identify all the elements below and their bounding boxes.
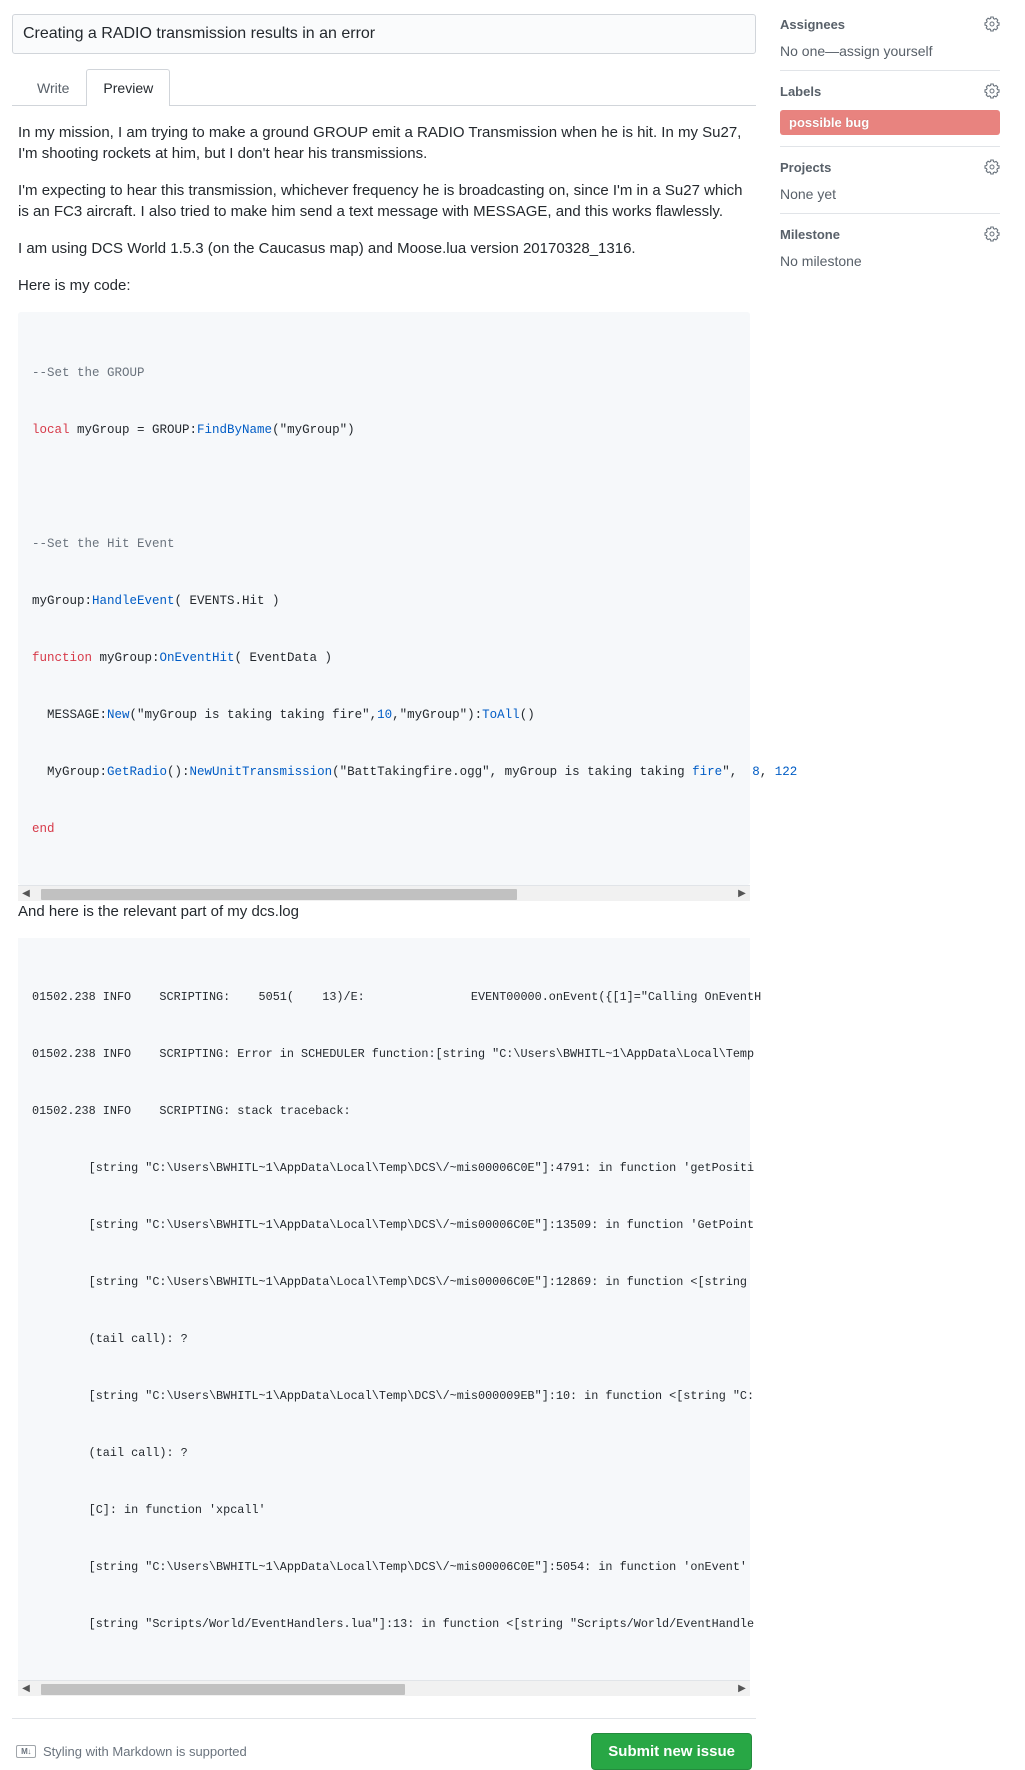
log-line: [string "Scripts/World/EventHandlers.lua"]:13: in function <[string "Scripts/World/EventHandle	[32, 1617, 755, 1631]
scroll-right-icon[interactable]: ▶	[738, 887, 746, 899]
code-line-5: myGroup:HandleEvent( EVENTS.Hit )	[32, 594, 280, 608]
sidebar-section-projects	[780, 159, 1000, 214]
code-line-1: --Set the GROUP	[32, 366, 145, 380]
code-line-9: end	[32, 822, 55, 836]
sidebar-section-milestone	[780, 226, 1000, 280]
markdown-note-label: Styling with Markdown is supported	[43, 1744, 247, 1759]
log-line: [string "C:\Users\BWHITL~1\AppData\Local\Temp\DCS\/~mis000009EB"]:10: in function <[string "C:	[32, 1389, 755, 1403]
tab-write[interactable]: Write	[37, 80, 70, 96]
gear-icon[interactable]	[984, 226, 1000, 242]
issue-title-input[interactable]	[12, 14, 756, 54]
gear-icon[interactable]	[984, 159, 1000, 175]
editor-tabs	[12, 68, 756, 106]
log-intro-text: And here is the relevant part of my dcs.log	[18, 903, 299, 920]
submit-new-issue-button[interactable]: Submit new issue	[591, 1733, 752, 1770]
markdown-icon: M↓	[16, 1745, 36, 1758]
lua-code-block	[18, 312, 798, 885]
code-horizontal-scrollbar[interactable]	[18, 885, 750, 901]
gear-icon[interactable]	[984, 16, 1000, 32]
code-block-container	[18, 312, 798, 901]
preview-paragraph-3: I am using DCS World 1.5.3 (on the Caucasus map) and Moose.lua version 20170328_1316.	[18, 240, 636, 257]
milestone-empty-text: No milestone	[780, 253, 862, 269]
projects-header	[780, 159, 1000, 175]
sidebar-section-labels	[780, 83, 1000, 147]
assignees-title: Assignees	[780, 16, 846, 32]
log-line: 01502.238 INFO SCRIPTING: 5051( 13)/E: EVENT00000.onEvent({[1]="Calling OnEventH	[32, 990, 762, 1004]
projects-title: Projects	[780, 159, 832, 175]
milestone-title: Milestone	[780, 226, 840, 242]
tab-preview[interactable]: Preview	[86, 69, 170, 106]
code-scroll-thumb[interactable]	[41, 889, 517, 900]
labels-header	[780, 83, 1000, 99]
code-line-7: MESSAGE:New("myGroup is taking taking fire",10,"myGroup"):ToAll()	[32, 708, 535, 722]
code-line-2: local myGroup = GROUP:FindByName("myGroup")	[32, 423, 355, 437]
scroll-left-icon[interactable]: ◀	[22, 1682, 30, 1694]
code-scroll-track[interactable]	[34, 888, 734, 900]
assignees-empty-text[interactable]: No one—assign yourself	[780, 43, 933, 59]
log-line: 01502.238 INFO SCRIPTING: stack traceback:	[32, 1104, 351, 1118]
log-line: [string "C:\Users\BWHITL~1\AppData\Local\Temp\DCS\/~mis00006C0E"]:4791: in function 'getPositi	[32, 1161, 755, 1175]
log-block-container	[18, 938, 762, 1696]
preview-paragraph-4: Here is my code:	[18, 277, 131, 294]
markdown-support-note	[16, 1744, 247, 1759]
code-line-6: function myGroup:OnEventHit( EventData )	[32, 651, 333, 665]
log-line: [C]: in function 'xpcall'	[32, 1503, 266, 1517]
code-line-8: MyGroup:GetRadio():NewUnitTransmission("BattTakingfire.ogg", myGroup is taking taking fire", 8, 122	[32, 765, 798, 779]
scroll-right-icon[interactable]: ▶	[738, 1682, 746, 1694]
log-line: (tail call): ?	[32, 1446, 188, 1460]
preview-paragraph-2: I'm expecting to hear this transmission, whichever frequency he is broadcasting on, since I'm in a Su27 which is an FC3 aircraft. I also tried to make him send a text message with MESSAGE, and this works flawlessly.	[18, 182, 743, 220]
dcs-log-block	[18, 938, 762, 1680]
log-line: [string "C:\Users\BWHITL~1\AppData\Local\Temp\DCS\/~mis00006C0E"]:12869: in function <[string	[32, 1275, 755, 1289]
log-horizontal-scrollbar[interactable]	[18, 1680, 750, 1696]
log-scroll-track[interactable]	[34, 1683, 734, 1695]
gear-icon[interactable]	[984, 83, 1000, 99]
scroll-left-icon[interactable]: ◀	[22, 887, 30, 899]
form-footer	[12, 1718, 756, 1770]
log-scroll-thumb[interactable]	[41, 1684, 405, 1695]
milestone-header	[780, 226, 1000, 242]
projects-empty-text: None yet	[780, 186, 837, 202]
log-line: (tail call): ?	[32, 1332, 188, 1346]
issue-sidebar	[770, 0, 1016, 292]
label-possible-bug[interactable]: possible bug	[780, 110, 1000, 135]
log-line: 01502.238 INFO SCRIPTING: Error in SCHEDULER function:[string "C:\Users\BWHITL~1\AppData\Local\Temp	[32, 1047, 755, 1061]
sidebar-section-assignees	[780, 16, 1000, 71]
issue-preview-body	[12, 106, 798, 1696]
preview-paragraph-1: In my mission, I am trying to make a ground GROUP emit a RADIO Transmission when he is hit. In my Su27, I'm shooting rockets at him, but I don't hear his transmissions.	[18, 124, 742, 162]
labels-title: Labels	[780, 83, 822, 99]
code-line-4: --Set the Hit Event	[32, 537, 175, 551]
log-line: [string "C:\Users\BWHITL~1\AppData\Local\Temp\DCS\/~mis00006C0E"]:5054: in function 'onEvent'	[32, 1560, 748, 1574]
log-line: [string "C:\Users\BWHITL~1\AppData\Local\Temp\DCS\/~mis00006C0E"]:13509: in function 'GetPoint	[32, 1218, 755, 1232]
assignees-header	[780, 16, 1000, 32]
